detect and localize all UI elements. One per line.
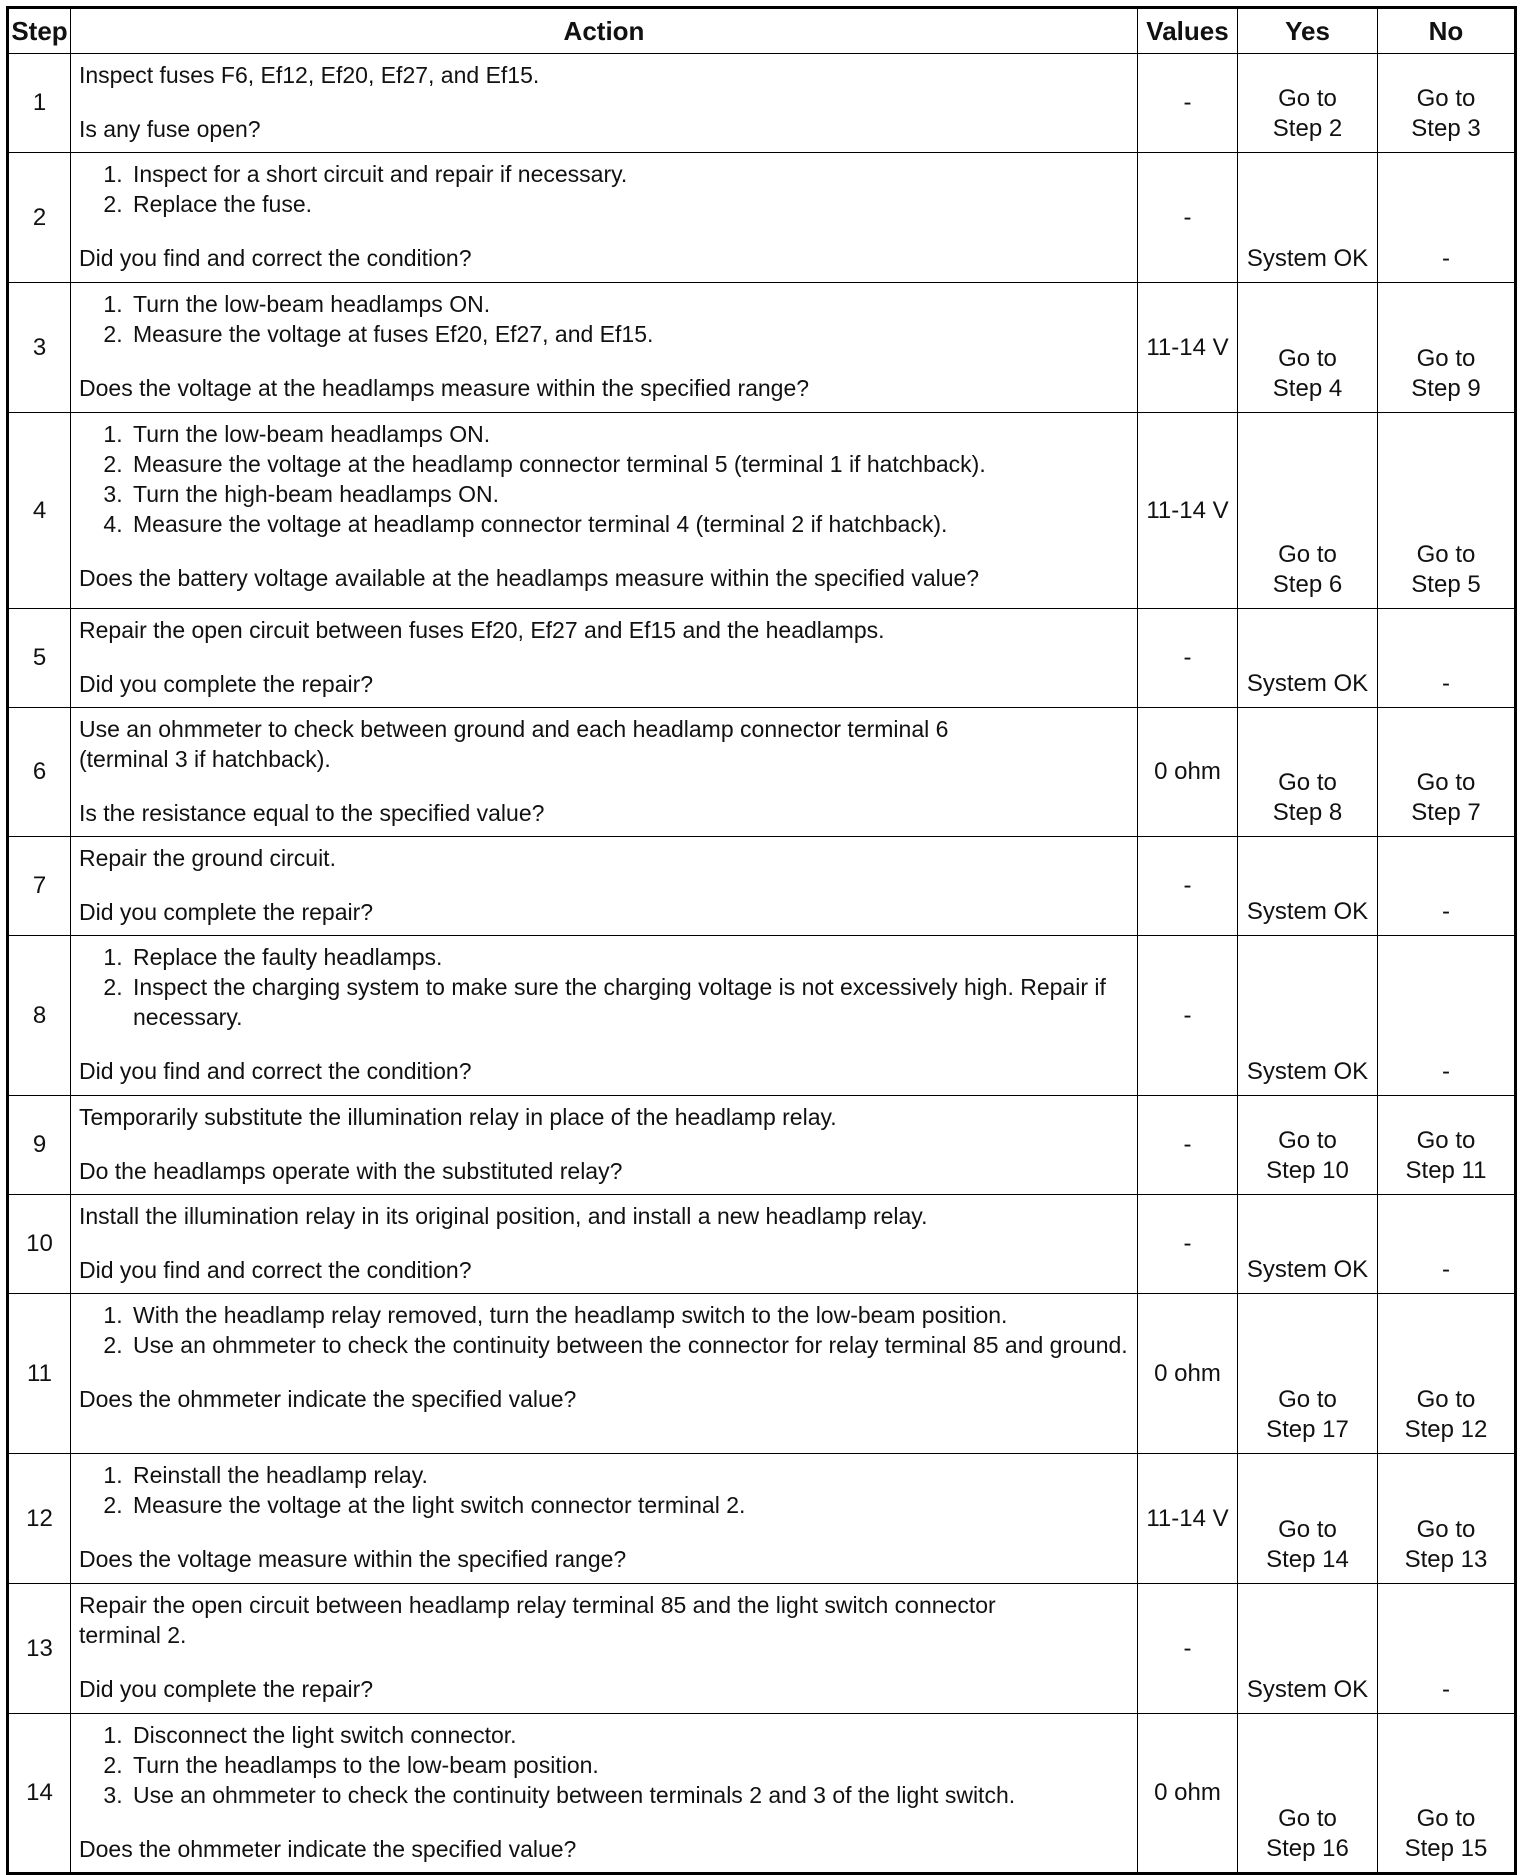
action-step-item: 2. Measure the voltage at the headlamp connector terminal 5 (terminal 1 if hatchback). [129,449,1131,479]
yes-outcome [1238,1096,1378,1195]
step-number: 8 [8,936,71,1096]
no-outcome-text: - [1442,245,1450,272]
action-cell [71,1294,1138,1454]
action-cell [71,936,1138,1096]
action-cell [71,1454,1138,1584]
step-number: 7 [8,837,71,936]
yes-outcome [1238,1195,1378,1294]
action-step-item: 2. Use an ohmmeter to check the continuity between the connector for relay terminal 85 and ground. [129,1330,1131,1360]
action-step-item: 2. Measure the voltage at fuses Ef20, Ef27, and Ef15. [129,319,1131,349]
no-outcome [1378,1096,1516,1195]
action-question: Did you complete the repair? [79,899,374,925]
no-outcome [1378,1584,1516,1714]
no-outcome-text: Go to Step 3 [1411,85,1481,142]
table-row [8,1454,1516,1584]
action-question: Did you complete the repair? [79,1676,374,1702]
specified-value: 0 ohm [1138,1714,1238,1874]
action-text: Repair the open circuit between headlamp relay terminal 85 and the light switch connector [79,1592,996,1618]
no-outcome [1378,1714,1516,1874]
action-step-item: 3. Use an ohmmeter to check the continuity between terminals 2 and 3 of the light switch. [129,1780,1131,1810]
action-text: Temporarily substitute the illumination relay in place of the headlamp relay. [79,1104,837,1130]
action-steps-list [79,1720,1131,1810]
table-header-row [8,8,1516,54]
specified-value: 0 ohm [1138,708,1238,837]
action-cell [71,609,1138,708]
yes-outcome [1238,1454,1378,1584]
action-question: Did you find and correct the condition? [79,1058,472,1084]
step-number: 12 [8,1454,71,1584]
header-yes: Yes [1238,8,1378,54]
action-steps-list [79,289,1131,349]
no-outcome [1378,1454,1516,1584]
yes-outcome-text: System OK [1246,245,1369,272]
no-outcome-text: Go to Step 5 [1411,541,1481,598]
no-outcome-text: Go to Step 15 [1404,1805,1488,1862]
step-number: 9 [8,1096,71,1195]
table-row [8,54,1516,153]
action-text: Repair the ground circuit. [79,845,336,871]
action-cell [71,54,1138,153]
action-question: Did you find and correct the condition? [79,245,472,271]
action-cell [71,837,1138,936]
action-steps-list [79,419,1131,539]
diagnostic-table [6,6,1517,1875]
step-number: 11 [8,1294,71,1454]
no-outcome [1378,837,1516,936]
specified-value: - [1138,936,1238,1096]
action-question: Does the voltage measure within the specified range? [79,1546,627,1572]
specified-value: 11-14 V [1138,413,1238,609]
action-cell [71,1195,1138,1294]
yes-outcome-text: System OK [1246,898,1369,925]
no-outcome [1378,936,1516,1096]
action-text: Install the illumination relay in its original position, and install a new headlamp relay. [79,1203,928,1229]
yes-outcome-text: Go to Step 17 [1266,1386,1349,1443]
action-step-item: 1. Turn the low-beam headlamps ON. [129,289,1131,319]
specified-value: - [1138,1096,1238,1195]
action-question: Do the headlamps operate with the substituted relay? [79,1158,623,1184]
action-steps-list [79,1460,1131,1520]
table-row [8,153,1516,283]
action-step-item: 2. Replace the fuse. [129,189,1131,219]
action-cell [71,153,1138,283]
no-outcome [1378,413,1516,609]
no-outcome-text: Go to Step 9 [1411,345,1481,402]
step-number: 6 [8,708,71,837]
action-step-item: 2. Inspect the charging system to make sure the charging voltage is not excessively high. Repair if necessary. [129,972,1131,1032]
yes-outcome [1238,837,1378,936]
table-row [8,1195,1516,1294]
yes-outcome-text: Go to Step 16 [1266,1805,1349,1862]
action-cell [71,1096,1138,1195]
specified-value: - [1138,54,1238,153]
action-question: Does the battery voltage available at the headlamps measure within the specified value? [79,565,980,591]
action-steps-list [79,159,1131,219]
no-outcome-text: - [1442,1256,1450,1283]
yes-outcome [1238,708,1378,837]
header-no: No [1378,8,1516,54]
action-text: Inspect fuses F6, Ef12, Ef20, Ef27, and Ef15. [79,62,540,88]
no-outcome-text: Go to Step 13 [1404,1516,1488,1573]
action-text: (terminal 3 if hatchback). [79,746,331,772]
action-step-item: 1. Turn the low-beam headlamps ON. [129,419,1131,449]
step-number: 14 [8,1714,71,1874]
yes-outcome-text: System OK [1246,1058,1369,1085]
action-step-item: 1. Replace the faulty headlamps. [129,942,1131,972]
action-cell [71,708,1138,837]
yes-outcome [1238,54,1378,153]
table-row [8,936,1516,1096]
no-outcome [1378,54,1516,153]
no-outcome [1378,708,1516,837]
specified-value: - [1138,837,1238,936]
yes-outcome-text: Go to Step 4 [1272,345,1343,402]
no-outcome [1378,1195,1516,1294]
no-outcome-text: - [1442,898,1450,925]
diagnostic-table-sheet [6,6,1514,1875]
step-number: 1 [8,54,71,153]
table-row [8,708,1516,837]
no-outcome [1378,153,1516,283]
specified-value: 11-14 V [1138,283,1238,413]
no-outcome-text: - [1442,670,1450,697]
yes-outcome [1238,413,1378,609]
yes-outcome-text: System OK [1246,670,1369,697]
action-question: Does the voltage at the headlamps measure within the specified range? [79,375,810,401]
yes-outcome-text: System OK [1246,1256,1369,1283]
action-step-item: 2. Measure the voltage at the light switch connector terminal 2. [129,1490,1131,1520]
yes-outcome [1238,936,1378,1096]
header-values: Values [1138,8,1238,54]
yes-outcome-text: Go to Step 2 [1272,85,1343,142]
step-number: 10 [8,1195,71,1294]
action-step-item: 2. Turn the headlamps to the low-beam position. [129,1750,1131,1780]
no-outcome [1378,609,1516,708]
step-number: 4 [8,413,71,609]
yes-outcome-text: Go to Step 14 [1266,1516,1349,1573]
action-question: Is any fuse open? [79,116,261,142]
action-question: Does the ohmmeter indicate the specified value? [79,1836,577,1862]
action-text: Use an ohmmeter to check between ground and each headlamp connector terminal 6 [79,716,949,742]
specified-value: 0 ohm [1138,1294,1238,1454]
yes-outcome [1238,1584,1378,1714]
action-cell [71,283,1138,413]
action-steps-list [79,942,1131,1032]
yes-outcome [1238,1714,1378,1874]
table-row [8,1096,1516,1195]
table-row [8,1584,1516,1714]
action-question: Is the resistance equal to the specified value? [79,800,545,826]
action-text: terminal 2. [79,1622,187,1648]
yes-outcome [1238,609,1378,708]
no-outcome-text: Go to Step 11 [1405,1127,1487,1184]
yes-outcome [1238,283,1378,413]
step-number: 3 [8,283,71,413]
action-step-item: 1. Reinstall the headlamp relay. [129,1460,1131,1490]
action-question: Did you find and correct the condition? [79,1257,472,1283]
table-row [8,1294,1516,1454]
action-step-item: 1. Disconnect the light switch connector. [129,1720,1131,1750]
action-steps-list [79,1300,1131,1360]
action-step-item: 4. Measure the voltage at headlamp connector terminal 4 (terminal 2 if hatchback). [129,509,1131,539]
yes-outcome [1238,153,1378,283]
table-body [8,54,1516,1874]
table-row [8,283,1516,413]
step-number: 2 [8,153,71,283]
yes-outcome-text: Go to Step 8 [1272,769,1343,826]
yes-outcome [1238,1294,1378,1454]
no-outcome [1378,1294,1516,1454]
yes-outcome-text: Go to Step 10 [1266,1127,1349,1184]
specified-value: - [1138,609,1238,708]
action-text: Repair the open circuit between fuses Ef20, Ef27 and Ef15 and the headlamps. [79,617,885,643]
table-row [8,609,1516,708]
specified-value: 11-14 V [1138,1454,1238,1584]
header-step: Step [8,8,71,54]
table-row [8,837,1516,936]
no-outcome-text: Go to Step 7 [1411,769,1481,826]
table-row [8,1714,1516,1874]
action-cell [71,1584,1138,1714]
specified-value: - [1138,153,1238,283]
action-cell [71,1714,1138,1874]
action-step-item: 3. Turn the high-beam headlamps ON. [129,479,1131,509]
action-cell [71,413,1138,609]
step-number: 5 [8,609,71,708]
table-row [8,413,1516,609]
no-outcome-text: - [1442,1676,1450,1703]
header-action: Action [71,8,1138,54]
no-outcome-text: - [1442,1058,1450,1085]
action-step-item: 1. Inspect for a short circuit and repair if necessary. [129,159,1131,189]
no-outcome [1378,283,1516,413]
specified-value: - [1138,1584,1238,1714]
step-number: 13 [8,1584,71,1714]
yes-outcome-text: System OK [1246,1676,1369,1703]
action-question: Does the ohmmeter indicate the specified value? [79,1386,577,1412]
action-step-item: 1. With the headlamp relay removed, turn the headlamp switch to the low-beam position. [129,1300,1131,1330]
no-outcome-text: Go to Step 12 [1404,1386,1488,1443]
action-question: Did you complete the repair? [79,671,374,697]
yes-outcome-text: Go to Step 6 [1272,541,1343,598]
specified-value: - [1138,1195,1238,1294]
